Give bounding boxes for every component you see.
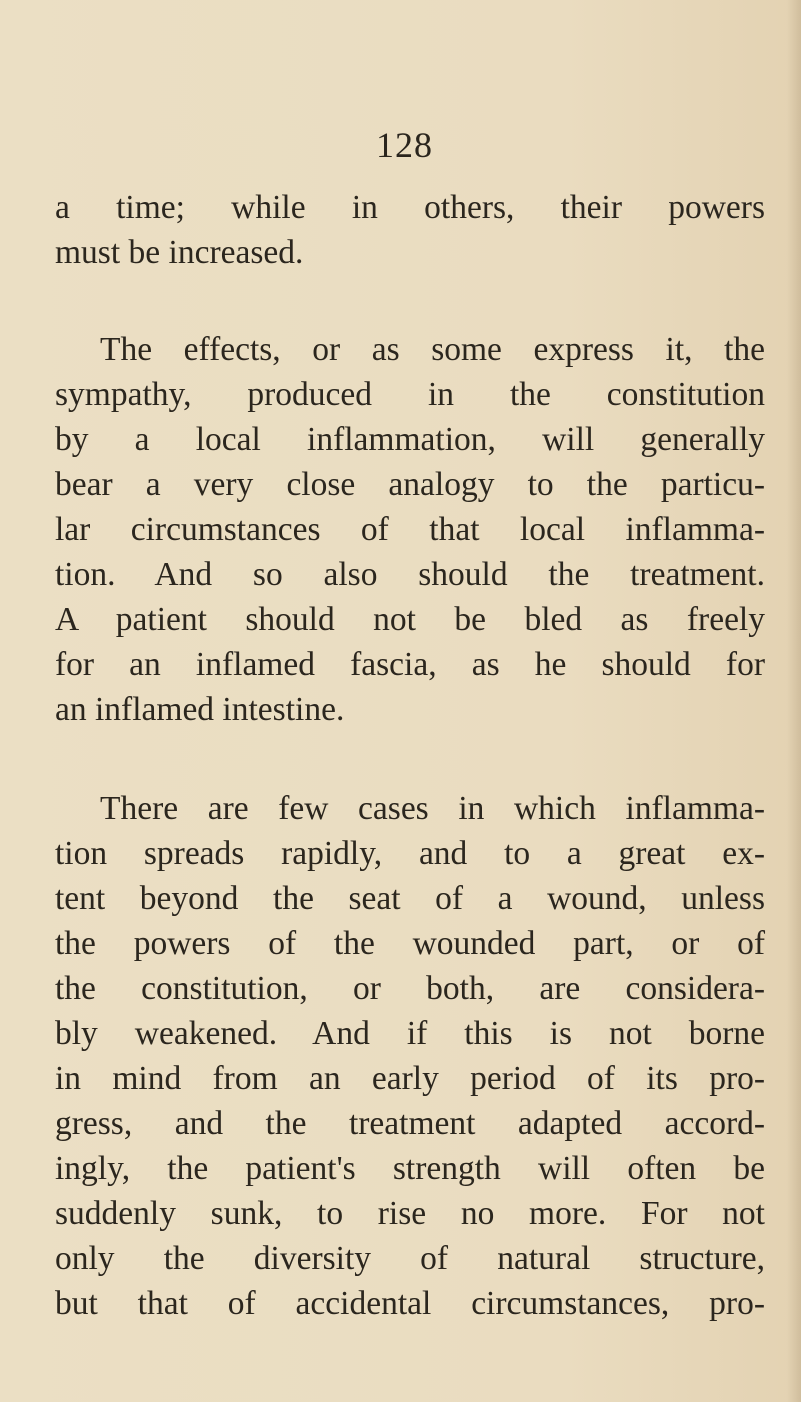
text-line: A patient should not be bled as freely	[55, 601, 765, 638]
text-line: The effects, or as some express it, the	[100, 331, 765, 368]
text-line: by a local inflammation, will generally	[55, 421, 765, 458]
text-line: only the diversity of natural structure,	[55, 1240, 765, 1277]
text-line: tent beyond the seat of a wound, unless	[55, 880, 765, 917]
text-line: lar circumstances of that local inflamma-	[55, 511, 765, 548]
text-line: the powers of the wounded part, or of	[55, 925, 765, 962]
text-line: but that of accidental circumstances, pro-	[55, 1285, 765, 1322]
text-line: ingly, the patient's strength will often be	[55, 1150, 765, 1187]
text-line: for an inflamed fascia, as he should for	[55, 646, 765, 683]
text-line: suddenly sunk, to rise no more. For not	[55, 1195, 765, 1232]
text-line: There are few cases in which inflamma-	[100, 790, 765, 827]
text-line: must be increased.	[55, 234, 304, 271]
text-line: an inflamed intestine.	[55, 691, 345, 728]
page-edge-shadow	[787, 0, 801, 1402]
text-line: a time; while in others, their powers	[55, 189, 765, 226]
text-line: gress, and the treatment adapted accord-	[55, 1105, 765, 1142]
text-line: the constitution, or both, are considera-	[55, 970, 765, 1007]
text-line: sympathy, produced in the constitution	[55, 376, 765, 413]
text-line: bly weakened. And if this is not borne	[55, 1015, 765, 1052]
text-line: tion spreads rapidly, and to a great ex-	[55, 835, 765, 872]
text-line: tion. And so also should the treatment.	[55, 556, 765, 593]
text-line: in mind from an early period of its pro-	[55, 1060, 765, 1097]
page-number: 128	[376, 125, 433, 165]
text-line: bear a very close analogy to the particu-	[55, 466, 765, 503]
